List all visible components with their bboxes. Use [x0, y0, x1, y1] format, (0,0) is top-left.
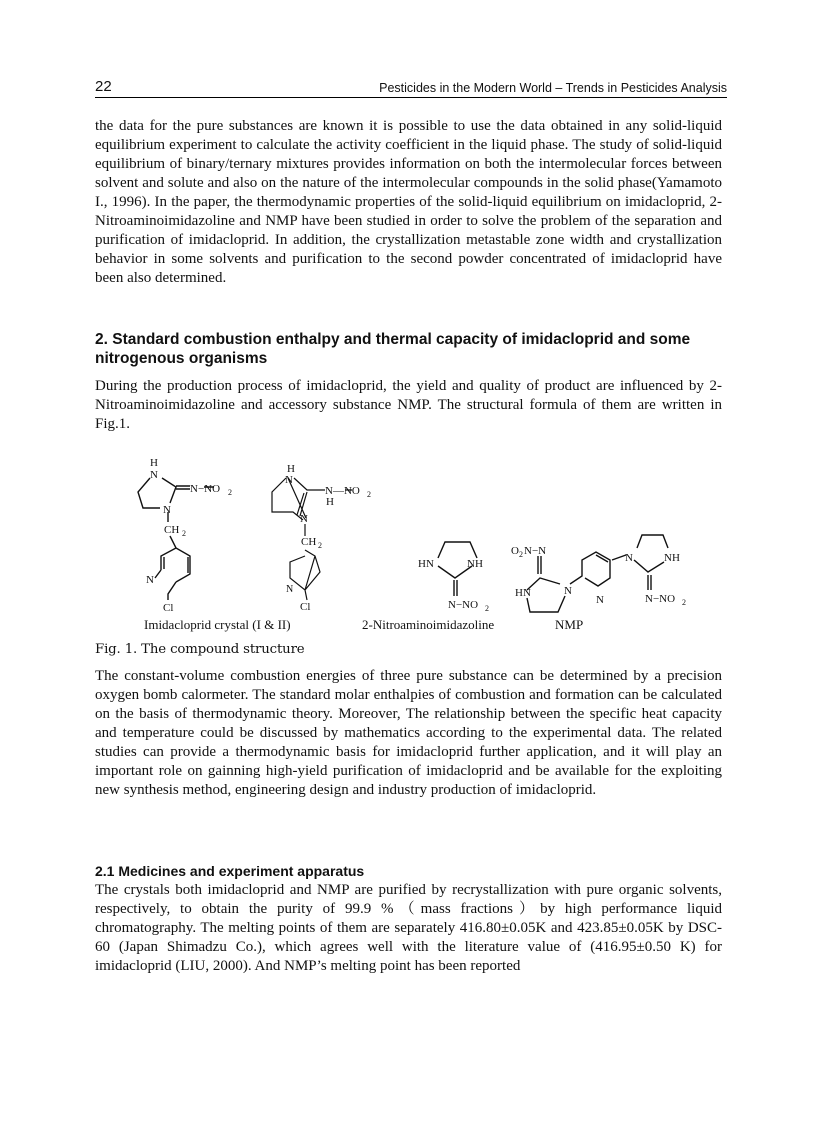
- paragraph-intro: the data for the pure substances are known it is possible to use the data obtained in any solid-liquid equilibrium experiment to calculate the activity coefficient in the liquid phase. The study of solid-liquid equilibrium of binary/ternary mixtures provides information on both the intermolecular forces between solvent and solute and also on the nature of the intermolecular compounds in the solid phase(Yamamoto I., 1996). In the paper, the thermodynamic properties of the solid-liquid equilibrium on imidacloprid, 2-Nitroaminoimidazoline and NMP have been studied in order to solve the problem of the separation and purification of imidacloprid. In addition, the crystallization metastable zone width and crystallization behavior in some solvents and purification to the second powder concentrated of imidacloprid have been also determined.: [95, 118, 722, 286]
- atom-label: N: [285, 474, 293, 486]
- atom-label: H: [287, 463, 295, 475]
- atom-label: CH: [164, 524, 180, 536]
- atom-label: N: [564, 585, 572, 597]
- atom-label: N−NO: [645, 593, 676, 605]
- paragraph-combustion: The constant-volume combustion energies of three pure substance can be determined by a precision oxygen bomb calormeter. The standard molar enthalpies of combustion and formation can be calculated on the basis of thermodynamic theory. Moreover, The relationship between the specific heat capacity and temperature could be discussed by mathematics according to the experimental data. The related studies can provide a thermodynamic basis for imidacloprid further application, and it will play an important role on gainning high-yield purification of imidacloprid and be available for the exploiting new synthesis method, engineering design and industry production of imidacloprid.: [95, 668, 722, 798]
- label-nitroaminoimidazoline: 2-Nitroaminoimidazoline: [362, 617, 495, 632]
- atom-label: 2: [367, 490, 371, 499]
- atom-label: Cl: [300, 601, 311, 613]
- atom-label: N: [596, 594, 604, 606]
- atom-label: HN: [515, 587, 531, 599]
- figure-caption: Fig. 1. The compound structure: [95, 642, 305, 657]
- atom-label: N: [150, 469, 158, 481]
- atom-label: N: [286, 584, 294, 595]
- atom-label: 2: [519, 550, 523, 559]
- label-nmp: NMP: [555, 617, 584, 632]
- atom-label: N−NO: [190, 483, 221, 495]
- page-number: 22: [95, 78, 112, 95]
- atom-label: H: [150, 457, 158, 469]
- atom-label: CH: [301, 536, 317, 548]
- atom-label: N: [163, 504, 171, 516]
- atom-label: 2: [228, 488, 232, 497]
- atom-label: N: [625, 552, 633, 564]
- atom-label: HN: [418, 558, 434, 570]
- section-heading-2: 2. Standard combustion enthalpy and thermal capacity of imidacloprid and some nitrogenous organisms: [95, 331, 691, 367]
- atom-label: N: [146, 574, 154, 586]
- section-heading-2-1: 2.1 Medicines and experiment apparatus: [95, 863, 365, 879]
- atom-label: 2: [485, 604, 489, 613]
- paragraph-medicines: The crystals both imidacloprid and NMP are purified by recrystallization with pure organic solvents, respectively, to obtain the purity of 99.9 %（mass fractions）by high performance liquid chromatography. The melting points of them are separately 416.80±0.05K and 423.85±0.05K by DSC-60 (Japan Shimadzu Co.), which agrees well with the literature value of (416.95±0.50 K) for imidacloprid (LIU, 2000). And NMP’s melting point has been reported: [95, 882, 722, 974]
- label-imidacloprid: Imidacloprid crystal (I & II): [144, 617, 291, 632]
- atom-label: N−N: [524, 545, 547, 557]
- atom-label: Cl: [163, 602, 174, 614]
- atom-label: 2: [682, 598, 686, 607]
- atom-label: N—NO: [325, 485, 360, 497]
- atom-label: 2: [182, 529, 186, 538]
- atom-label: NH: [664, 552, 680, 564]
- atom-label: H: [326, 496, 334, 508]
- atom-label: O: [511, 545, 519, 557]
- atom-label: N: [300, 513, 308, 525]
- atom-label: NH: [467, 558, 483, 570]
- paragraph-production: During the production process of imidacloprid, the yield and quality of product are influenced by 2-Nitroaminoimidazoline and accessory substance NMP. The structural formula of them are written in Fig.1.: [95, 378, 722, 432]
- atom-label: 2: [318, 541, 322, 550]
- running-title: Pesticides in the Modern World – Trends in Pesticides Analysis: [379, 81, 727, 95]
- atom-label: N−NO: [448, 599, 479, 611]
